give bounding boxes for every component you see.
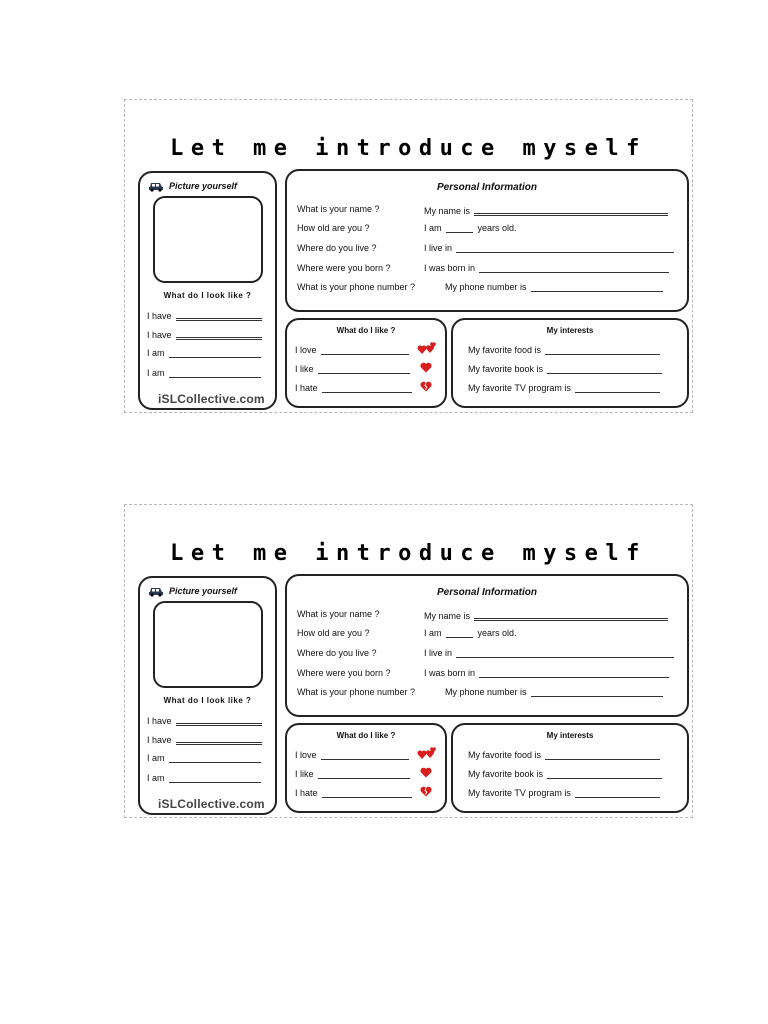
answer-label: I was born in [424,668,476,678]
answer-blank-line[interactable] [474,609,668,621]
answer-row [424,648,674,658]
look-row-label: I have [147,311,172,321]
look-blank-line[interactable] [176,328,262,340]
heart-icon [420,362,432,373]
like-blank-line[interactable] [321,750,409,760]
question-label: Where were you born ? [297,263,391,273]
interest-row [468,769,662,779]
answer-blank-line[interactable] [531,687,663,697]
answer-row [445,687,663,697]
answer-row [424,628,517,638]
like-row [295,364,410,374]
interest-blank-line[interactable] [545,345,660,355]
answer-blank-line[interactable] [456,243,674,253]
answer-row [424,243,674,253]
interest-blank-line[interactable] [575,788,660,798]
question-label: What is your name ? [297,609,380,619]
interest-blank-line[interactable] [545,750,660,760]
interest-row [468,383,660,393]
look-row-label: I have [147,330,172,340]
like-row-label: I like [295,769,314,779]
answer-row [424,263,669,273]
likes-panel [285,723,447,813]
answer-blank-line[interactable] [479,668,669,678]
likes-heading: What do I like ? [336,731,396,740]
look-row [147,733,262,745]
personal-heading: Personal Information [436,182,537,193]
look-blank-line[interactable] [176,733,262,745]
question-label: Where do you live ? [297,243,377,253]
answer-blank-line[interactable] [531,282,663,292]
look-blank-line[interactable] [176,714,262,726]
picture-heading: Picture yourself [169,586,238,596]
look-row-label: I have [147,716,172,726]
answer-label: My phone number is [445,282,527,292]
answer-blank-line[interactable] [479,263,669,273]
look-blank-line[interactable] [169,773,261,783]
interest-row-label: My favorite TV program is [468,788,571,798]
look-row [147,714,262,726]
like-row-label: I hate [295,383,318,393]
like-row [295,788,412,798]
answer-row [424,204,668,216]
look-row-label: I have [147,735,172,745]
like-row-label: I hate [295,788,318,798]
interests-panel [451,318,689,408]
look-row [147,348,261,358]
car-icon [148,585,164,597]
look-row [147,368,261,378]
look-row [147,753,261,763]
like-row [295,750,409,760]
answer-blank-line[interactable] [456,648,674,658]
picture-panel [138,171,277,410]
like-row [295,383,412,393]
picture-frame[interactable] [153,196,263,283]
like-row-label: I love [295,750,317,760]
look-heading: What do I look like ? [163,696,252,705]
answer-label: I am [424,628,442,638]
answer-row [424,668,669,678]
answer-label: My phone number is [445,687,527,697]
interest-blank-line[interactable] [575,383,660,393]
look-row [147,328,262,340]
question-label: How old are you ? [297,628,370,638]
interest-row-label: My favorite book is [468,769,544,779]
answer-label: My name is [424,206,471,216]
look-row-label: I am [147,348,165,358]
personal-heading: Personal Information [436,587,537,598]
answer-blank-line[interactable] [446,628,473,638]
look-row [147,773,261,783]
picture-heading: Picture yourself [169,181,238,191]
interest-blank-line[interactable] [547,364,662,374]
answer-label: I was born in [424,263,476,273]
worksheet-card [124,99,693,413]
question-label: Where were you born ? [297,668,391,678]
picture-panel [138,576,277,815]
answer-row [445,282,663,292]
worksheet-title: Let me introduce myself [170,541,647,566]
look-heading: What do I look like ? [163,291,252,300]
look-row-label: I am [147,753,165,763]
question-label: How old are you ? [297,223,370,233]
likes-panel [285,318,447,408]
like-blank-line[interactable] [318,364,410,374]
question-label: What is your name ? [297,204,380,214]
islcollective-logo: iSLCollective.com [158,392,265,406]
look-row [147,309,262,321]
like-row-label: I like [295,364,314,374]
question-label: Where do you live ? [297,648,377,658]
question-label: What is your phone number ? [297,687,416,697]
likes-heading: What do I like ? [336,326,396,335]
interest-row [468,345,660,355]
answer-row [424,223,517,233]
interests-heading: My interests [546,326,594,335]
interest-row-label: My favorite TV program is [468,383,571,393]
look-blank-line[interactable] [169,348,261,358]
like-row-label: I love [295,345,317,355]
answer-label: I live in [424,648,453,658]
worksheet-card [124,504,693,818]
like-row [295,769,410,779]
like-blank-line[interactable] [322,383,412,393]
answer-label: I am [424,223,442,233]
picture-frame[interactable] [153,601,263,688]
answer-label: I live in [424,243,453,253]
answer-suffix: years old. [477,628,517,638]
answer-label: My name is [424,611,471,621]
like-blank-line[interactable] [322,788,412,798]
question-label: What is your phone number ? [297,282,416,292]
islcollective-logo: iSLCollective.com [158,797,265,811]
interest-row [468,750,660,760]
look-blank-line[interactable] [176,309,262,321]
personal-information-panel [285,574,689,717]
interest-row [468,788,660,798]
interests-panel [451,723,689,813]
interests-heading: My interests [546,731,594,740]
personal-information-panel [285,169,689,312]
answer-blank-line[interactable] [474,204,668,216]
look-blank-line[interactable] [169,368,261,378]
heart-icon [420,767,432,778]
look-row-label: I am [147,773,165,783]
worksheet-title: Let me introduce myself [170,136,647,161]
interest-row-label: My favorite food is [468,750,542,760]
like-blank-line[interactable] [321,345,409,355]
interest-row-label: My favorite food is [468,345,542,355]
hearts-icon [417,747,437,761]
broken-heart-icon [420,381,432,392]
interest-blank-line[interactable] [547,769,662,779]
like-row [295,345,409,355]
like-blank-line[interactable] [318,769,410,779]
answer-suffix: years old. [477,223,517,233]
interest-row [468,364,662,374]
answer-blank-line[interactable] [446,223,473,233]
broken-heart-icon [420,786,432,797]
look-blank-line[interactable] [169,753,261,763]
car-icon [148,180,164,192]
look-row-label: I am [147,368,165,378]
interest-row-label: My favorite book is [468,364,544,374]
hearts-icon [417,342,437,356]
answer-row [424,609,668,621]
